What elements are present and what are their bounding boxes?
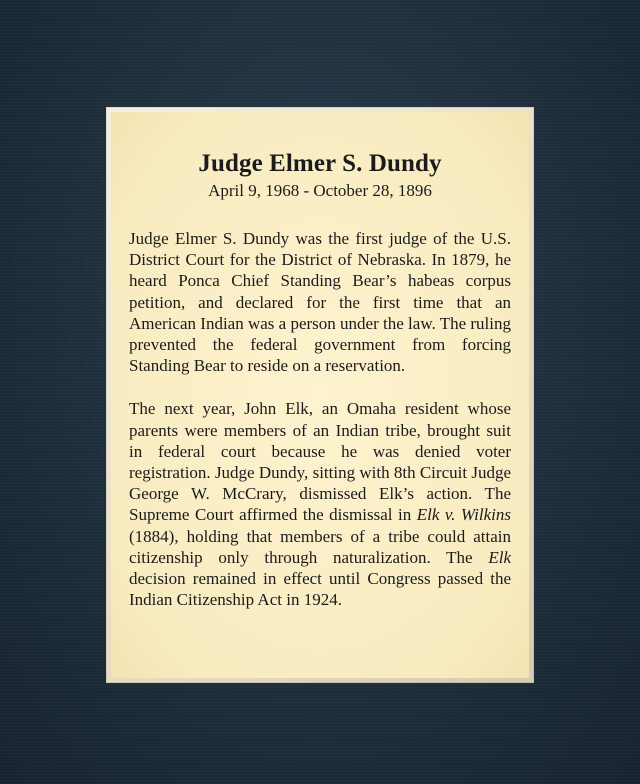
paragraph-elk-v-wilkins bbox=[129, 398, 511, 610]
plaque-dates: April 9, 1968 - October 28, 1896 bbox=[208, 181, 432, 200]
paragraph-text: The next year, John Elk, an Omaha resident whose parents were members of an Indian tribe, brought suit in federal court because he was denied voter registration. Judge Dundy, sitting with 8th Circuit Judge George W. McCrary, dismissed Elk’s action. The Supreme Court affirmed the dismissal in bbox=[129, 399, 511, 525]
case-citation: Elk v. Wilkins bbox=[416, 505, 511, 525]
paragraph-standing-bear: Judge Elmer S. Dundy was the first judge of the U.S. District Court for the District of Nebraska. In 1879, he heard Ponca Chief Standing Bear’s habeas corpus petition, and declared for the first time that an American Indian was a person under the law. The ruling prevented the federal government from forcing Standing Bear to reside on a reservation. bbox=[129, 229, 511, 376]
case-short-name: Elk bbox=[488, 547, 511, 567]
paragraph-text: (1884), holding that members of a tribe could attain citizenship only through naturalization. The bbox=[129, 526, 511, 567]
plaque-card bbox=[111, 112, 529, 678]
plaque-title: Judge Elmer S. Dundy bbox=[198, 150, 442, 177]
paragraph-text: decision remained in effect until Congress passed the Indian Citizenship Act in 1924. bbox=[129, 569, 511, 610]
